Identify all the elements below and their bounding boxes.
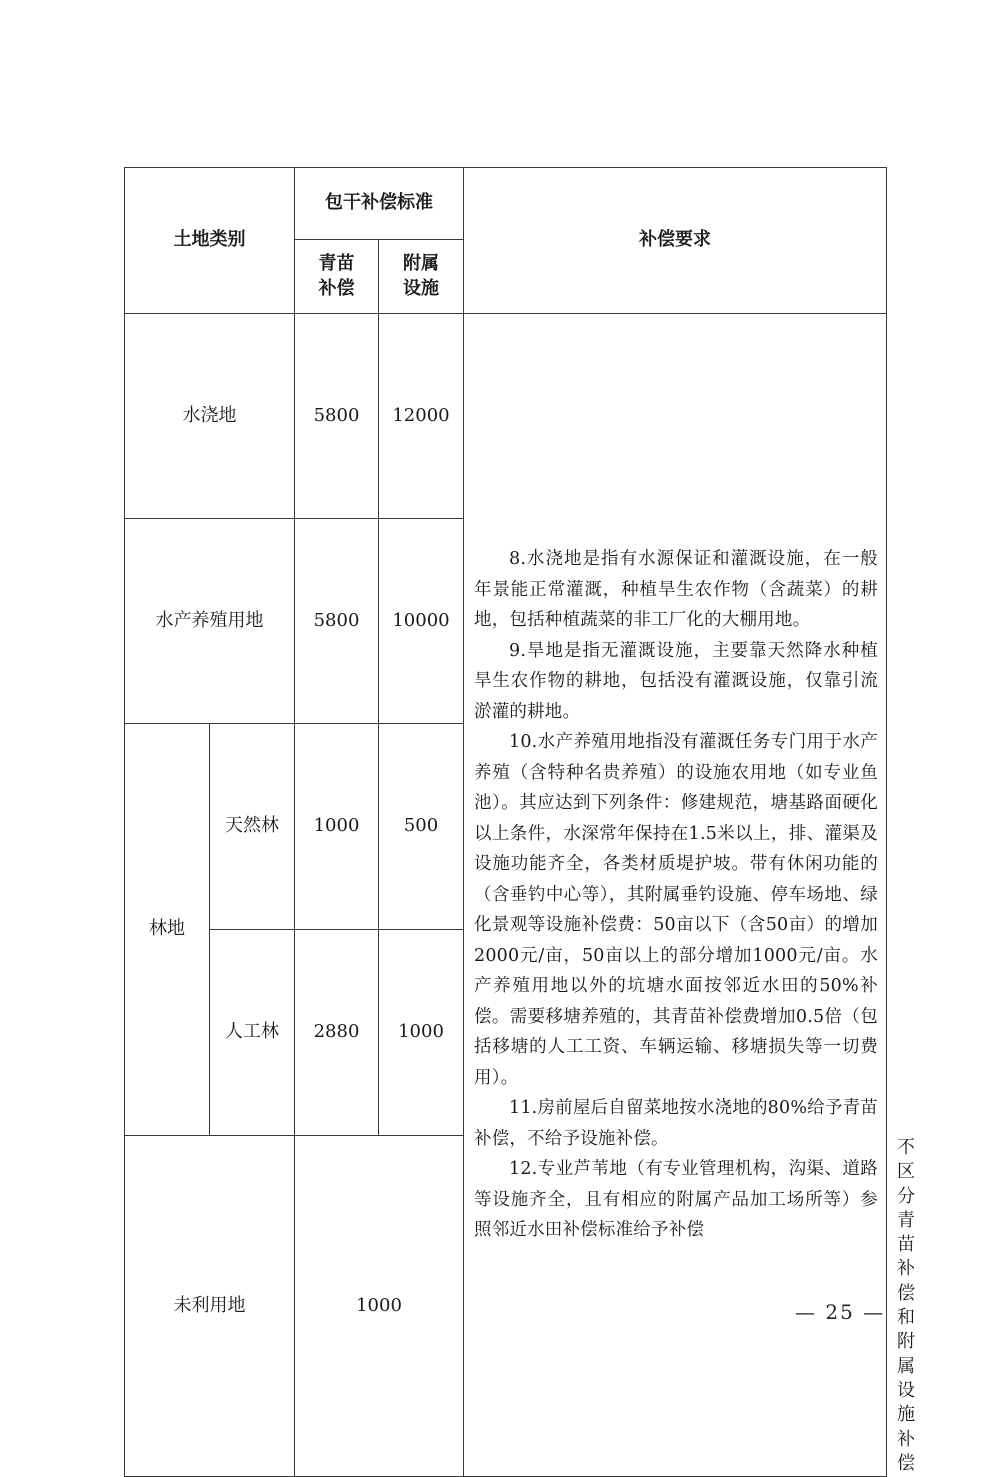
row-unused-value: 1000: [295, 1136, 464, 1477]
row-artificial-forest-label: 人工林: [210, 930, 295, 1136]
row-natural-forest-facilities: 500: [379, 724, 464, 930]
row-artificial-forest-seedling: 2880: [295, 930, 379, 1136]
row-aquaculture-seedling: 5800: [295, 519, 379, 724]
compensation-table: 土地类别 包干补偿标准 补偿要求 青苗补偿 附属设施 水浇地 5800 12000 8.水浇地是指有水源保证和灌溉设施，在一般年景能正常灌溉，种植旱生农作物（含蔬菜）的耕地，包括种植蔬菜的非工厂化的大棚用地。 9.旱地是指无灌溉设施，主要靠天然降水种植旱生农作物的耕地，包括没有灌溉设施，仅靠引流淤灌的耕地。 10.水产养殖用地指没有灌溉任务专门用于水产养殖（含特种名贵养殖）的设施农用地（如专业鱼池）。其应达到下列条件：修建规范，塘基路面硬化以上条件，水深常年保持在1.5米以上，排、灌渠及设施功能齐全，各类材质堤护坡。带有休闲功能的（含垂钓中心等），其附属垂钓设施、停车场地、绿化景观等设施补偿费：50亩以下（含50亩）的增加2000元/亩，50亩以上的部分增加1000元/亩。水产养殖用地以外的坑塘水面按邻近水田的50%补偿。需要移塘养殖的，其青苗补偿费增加0.5倍（包括移塘的人工工资、车辆运输、移塘损失等一切费用）。 11.房前屋后自留菜地按水浇地的80%给予青苗补偿，不给予设施补偿。 12.专业芦苇地（有专业管理机构，沟渠、道路等设施齐全，且有相应的附属产品加工场所等）参照邻近水田补偿标准给予补偿 水产养殖用地 5800 10000 林地 天然林 1000 500 人工林 2880 1000 未利用地 1000 不区分青苗补偿和附属设施补偿: [124, 167, 887, 1477]
row-unused-label: 未利用地: [125, 1136, 295, 1477]
requirement-item: 8.水浇地是指有水源保证和灌溉设施，在一般年景能正常灌溉，种植旱生农作物（含蔬菜）的耕地，包括种植蔬菜的非工厂化的大棚用地。: [474, 549, 878, 631]
header-seedling-compensation: [295, 240, 379, 314]
row-natural-forest-seedling: 1000: [295, 724, 379, 930]
header-attached-facilities: [379, 240, 464, 314]
row-artificial-forest-facilities: 1000: [379, 930, 464, 1136]
requirement-item: 11.房前屋后自留菜地按水浇地的80%给予青苗补偿，不给予设施补偿。: [474, 1098, 878, 1149]
row-forest-label: 林地: [125, 724, 210, 1136]
requirement-item: 9.旱地是指无灌溉设施，主要靠天然降水种植旱生农作物的耕地，包括没有灌溉设施，仅靠引流淤灌的耕地。: [474, 640, 878, 722]
header-land-type: 土地类别: [125, 168, 295, 314]
requirement-item: 12.专业芦苇地（有专业管理机构，沟渠、道路等设施齐全，且有相应的附属产品加工场所等）参照邻近水田补偿标准给予补偿: [474, 1159, 878, 1241]
header-attached-facilities-text: 附属设施: [403, 253, 439, 299]
row-irrigated-label: 水浇地: [125, 314, 295, 519]
requirement-item: 10.水产养殖用地指没有灌溉任务专门用于水产养殖（含特种名贵养殖）的设施农用地（如专业鱼池）。其应达到下列条件：修建规范，塘基路面硬化以上条件，水深常年保持在1.5米以上，排、灌渠及设施功能齐全，各类材质堤护坡。带有休闲功能的（含垂钓中心等），其附属垂钓设施、停车场地、绿化景观等设施补偿费：50亩以下（含50亩）的增加2000元/亩，50亩以上的部分增加1000元/亩。水产养殖用地以外的坑塘水面按邻近水田的50%补偿。需要移塘养殖的，其青苗补偿费增加0.5倍（包括移塘的人工工资、车辆运输、移塘损失等一切费用）。: [474, 732, 878, 1088]
header-lump-sum-standard: 包干补偿标准: [295, 168, 464, 240]
header-seedling-compensation-text: 青苗补偿: [318, 253, 355, 299]
row-irrigated-facilities: 12000: [379, 314, 464, 519]
header-requirements: 补偿要求: [464, 168, 887, 314]
row-aquaculture-facilities: 10000: [379, 519, 464, 724]
page-number: — 25 —: [795, 1300, 886, 1324]
row-irrigated-seedling: 5800: [295, 314, 379, 519]
row-aquaculture-label: 水产养殖用地: [125, 519, 295, 724]
row-natural-forest-label: 天然林: [210, 724, 295, 930]
